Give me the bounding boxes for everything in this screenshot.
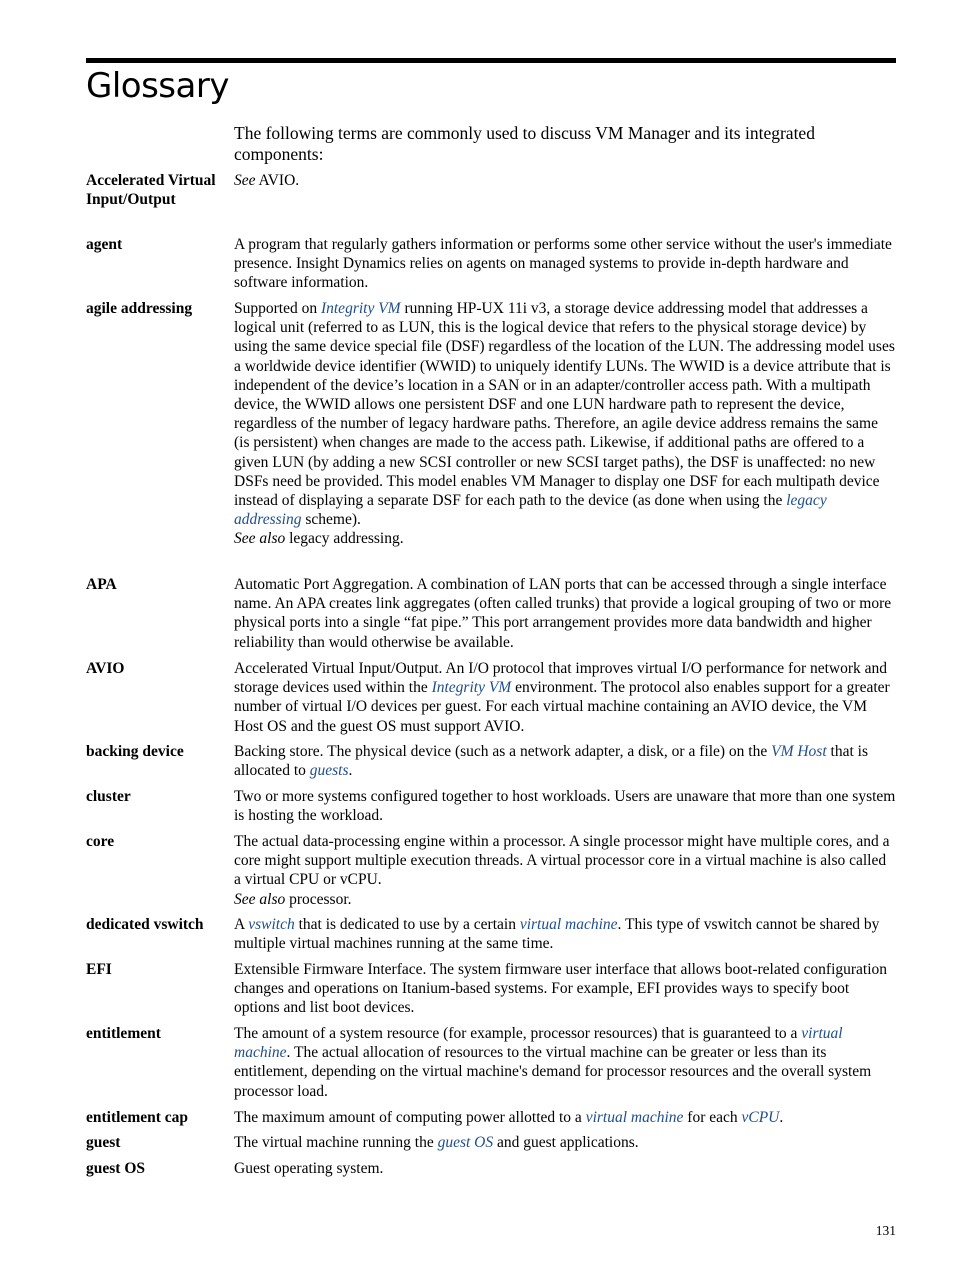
- term: agent: [86, 236, 123, 253]
- definition-text: The virtual machine running the: [234, 1134, 438, 1151]
- term: Accelerated Virtual Input/Output: [86, 172, 216, 209]
- definition: [234, 742, 896, 780]
- definition: Automatic Port Aggregation. A combination of LAN ports that can be accessed through a single interface name. An APA creates link aggregates (often called trunks) that provide a logical grouping of two or more physical ports into a single “fat pipe.” This port arrangement provides more data bandwidth and higher reliability than would otherwise be available.: [234, 576, 892, 651]
- term: core: [86, 833, 115, 850]
- definition: Two or more systems configured together to host workloads. Users are unaware that more than one system is hosting the workload.: [234, 788, 896, 825]
- definition-text: and guest applications.: [493, 1134, 639, 1151]
- link-guest-os[interactable]: guest OS: [437, 1134, 494, 1151]
- term: AVIO: [86, 660, 125, 677]
- term: guest: [86, 1134, 121, 1151]
- see-also-label: See also: [234, 530, 286, 548]
- link-vcpu[interactable]: vCPU: [741, 1109, 780, 1126]
- definition-text: The amount of a system resource (for example, processor resources) that is guaranteed to a: [234, 1025, 802, 1042]
- term: guest OS: [86, 1160, 145, 1177]
- definition: Guest operating system.: [234, 1160, 384, 1177]
- term: cluster: [86, 788, 131, 805]
- definition-text: Supported on: [234, 300, 321, 317]
- definition: [234, 1024, 896, 1101]
- intro-paragraph: The following terms are commonly used to discuss VM Manager and its integrated components:: [234, 123, 815, 164]
- definition: Extensible Firmware Interface. The system firmware user interface that allows boot-related configuration changes and operations on Itanium-based systems. For example, EFI provides ways to specify boot options and list boot devices.: [234, 961, 888, 1017]
- see-also-line: [234, 890, 896, 909]
- definition-text: that is dedicated to use by a certain: [294, 916, 520, 933]
- definition-text: environment. The protocol also enables support for a greater number of virtual I/O devices per guest. For each virtual machine containing an AVIO device, the VM Host OS and the guest OS must support AVIO.: [234, 679, 890, 735]
- term: agile addressing: [86, 300, 193, 317]
- link-vm-host[interactable]: VM Host: [771, 743, 827, 760]
- link-legacy-addressing[interactable]: legacy addressing: [234, 492, 827, 529]
- term: dedicated vswitch: [86, 916, 204, 933]
- link-virtual-machine[interactable]: virtual machine: [519, 916, 618, 933]
- definition: [234, 299, 896, 549]
- link-integrity-vm[interactable]: Integrity VM: [320, 300, 401, 317]
- definition: [234, 171, 896, 190]
- see-also-text: processor.: [285, 890, 352, 908]
- definition-text: that is allocated to: [234, 743, 868, 780]
- definition: A program that regularly gathers information or performs some other service without the user's immediate presence. Insight Dynamics relies on agents on managed systems to provide in-depth hardware and software information.: [234, 236, 892, 292]
- definition-text: for each: [683, 1109, 742, 1126]
- definition: [234, 1108, 896, 1127]
- link-vswitch[interactable]: vswitch: [248, 916, 295, 933]
- definition-text: AVIO.: [255, 172, 300, 189]
- definition: [234, 1133, 896, 1152]
- see-also-text: legacy addressing.: [285, 530, 404, 548]
- term: entitlement: [86, 1025, 161, 1042]
- definition-text: .: [348, 762, 353, 780]
- page-title: Glossary: [86, 66, 229, 106]
- definition-text: Accelerated Virtual Input/Output. An I/O protocol that improves virtual I/O performance for network and storage devices used within the: [234, 660, 888, 697]
- definition-text: . The actual allocation of resources to the virtual machine can be greater or less than its entitlement, depending on the virtual machine's demand for processor resources and the overall system processor load.: [234, 1044, 872, 1100]
- term: APA: [86, 576, 117, 593]
- see-also-line: [234, 529, 896, 548]
- see-also-label: See also: [234, 890, 286, 908]
- definition-text: scheme).: [301, 511, 361, 529]
- definition: [234, 832, 896, 909]
- title-rule: [86, 58, 896, 63]
- definition-text: Backing store. The physical device (such as a network adapter, a disk, or a file) on the: [234, 743, 772, 760]
- term: EFI: [86, 961, 112, 978]
- link-virtual-machine[interactable]: virtual machine: [585, 1109, 684, 1126]
- definition-text: A: [234, 916, 249, 933]
- definition-text: running HP-UX 11i v3, a storage device addressing model that addresses a logical unit (referred to as LUN, this is the logical device that refers to the physical storage device) by using the same device special file (DSF) regardless of the location of the LUN. The addressing model uses a worldwide device identifier (WWID) to uniquely identify LUNs. The WWID is a device attribute that is independent of the device’s location in a SAN or in an adapter/controller access path. With a multipath device, the WWID allows one persistent DSF and one LUN hardware path to represent the device, regardless of the number of legacy hardware paths. Therefore, an agile device address remains the same (is persistent) when changes are made to the access path. Likewise, if additional paths are offered to a given LUN (by adding a new SCSI controller or new SCSI target paths), the DSF is unaffected: no new DSFs need be provided. This model enables VM Manager to display one DSF for each multipath device instead of displaying a separate DSF for each path to the device (as done when using the: [234, 300, 895, 510]
- definition: [234, 659, 896, 736]
- see-label: See: [234, 172, 256, 189]
- definition: [234, 915, 896, 953]
- link-virtual-machine[interactable]: virtual machine: [234, 1025, 843, 1062]
- definition-text: The maximum amount of computing power allotted to a: [234, 1109, 586, 1126]
- definition-text: The actual data-processing engine within a processor. A single processor might have multiple cores, and a core might support multiple execution threads. A virtual processor core in a virtual machine is also called a virtual CPU or vCPU.: [234, 833, 890, 889]
- page-number: 131: [875, 1223, 896, 1238]
- definition-text: . This type of vswitch cannot be shared by multiple virtual machines running at the same time.: [234, 916, 880, 953]
- term: backing device: [86, 743, 184, 760]
- definition-text: .: [779, 1109, 784, 1126]
- link-integrity-vm[interactable]: Integrity VM: [431, 679, 512, 697]
- term: entitlement cap: [86, 1109, 189, 1126]
- link-guests[interactable]: guests: [309, 762, 349, 780]
